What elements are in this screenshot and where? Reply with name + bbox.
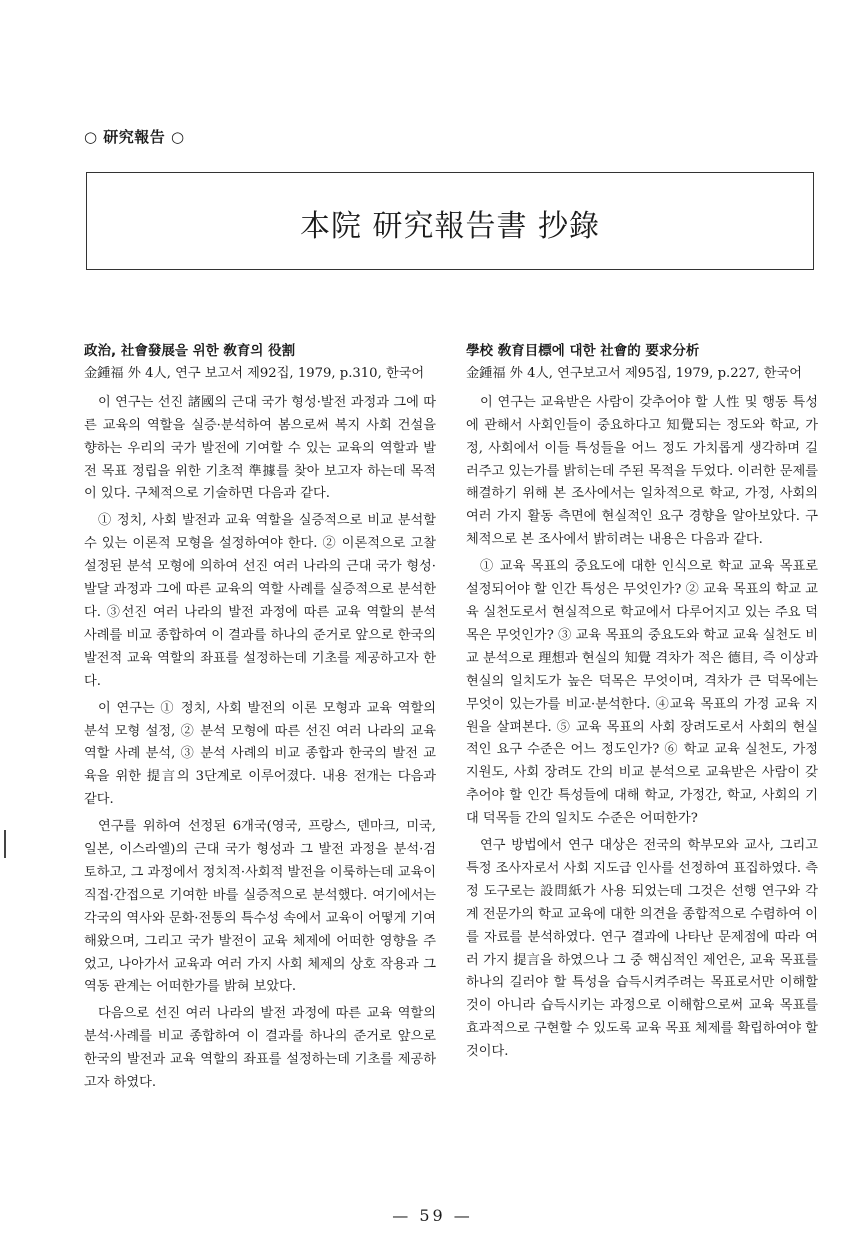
article-title: 政治, 社會發展을 위한 敎育의 役割 xyxy=(84,343,296,359)
article-title: 學校 敎育目標에 대한 社會的 要求分析 xyxy=(466,343,700,359)
margin-mark xyxy=(4,830,6,858)
article-meta: 金鍾福 外 4人, 연구 보고서 제92집, 1979, p.310, 한국어 xyxy=(84,365,425,381)
article-paragraph: 연구를 위하여 선정된 6개국(영국, 프랑스, 덴마크, 미국, 일본, 이스라엘)의 근대 국가 형성과 그 발전 과정을 분석·검토하고, 그 과정에서 정치적·사회적 발전을 이룩하는데 교육이 직접·간접으로 기여한 바를 실증적으로 분석했다. 여기에서는 각국의 역사와 문화·전통의 특수성 속에서 교육이 어떻게 기여해왔으며, 그리고 국가 발전이 교육 체제에 어떠한 영향을 주었고, 나아가서 교육과 여러 가지 사회 체제의 상호 작용과 그 역동 관계는 어떠한가를 밝혀 보았다. xyxy=(84,819,437,995)
article-right xyxy=(466,340,818,1068)
article-paragraph: ① 정치, 사회 발전과 교육 역할을 실증적으로 비교 분석할 수 있는 이론적 모형을 설정하여야 한다. ② 이론적으로 고찰 설정된 분석 모형에 의하여 선진 여러 나라의 근대 국가 형성·발달 과정과 그에 따른 교육의 역할 사례를 실증적으로 분석한다. ③선진 여러 나라의 발전 과정에 따른 교육 역할의 분석 사례를 비교 종합하여 이 결과를 하나의 준거로 앞으로 한국의 발전적 교육 역할의 좌표를 설정하는데 기초를 제공하고자 한다. xyxy=(84,513,437,689)
section-label: ○ 研究報告 ○ xyxy=(84,128,185,146)
page-number: — 59 — xyxy=(392,1206,473,1225)
article-paragraph: 연구 방법에서 연구 대상은 전국의 학부모와 교사, 그리고 특정 조사자로서 사회 지도급 인사를 선정하여 표집하였다. 측정 도구로는 設問紙가 사용 되었는데 그것은 선행 연구와 각계 전문가의 학교 교육에 대한 의견을 종합적으로 수렴하여 이를 자료를 분석하였다. 연구 결과에 나타난 문제점에 따라 여러 가지 提言을 하였으나 그 중 핵심적인 제언은, 교육 목표를 하나의 길러야 할 특성을 습득시켜주려는 목표로서만 이해할 것이 아니라 습득시키는 과정으로 이해함으로써 교육 목표를 효과적으로 구현할 수 있도록 교육 목표 체제를 확립하여야 할 것이다. xyxy=(466,838,819,1060)
article-paragraph: 이 연구는 ① 정치, 사회 발전의 이론 모형과 교육 역할의 분석 모형 설정, ② 분석 모형에 따른 선진 여러 나라의 교육 역할 사례 분석, ③ 분석 사례의 비교 종합과 한국의 발전 교육을 위한 提言의 3단계로 이루어졌다. 내용 전개는 다음과 같다. xyxy=(84,700,436,808)
article-paragraph: 이 연구는 교육받은 사람이 갖추어야 할 人性 및 행동 특성에 관해서 사회인들이 중요하다고 知覺되는 정도와 학교, 가정, 사회에서 이들 특성들을 어느 정도 가치롭게 생각하며 길러주고 있는가를 밝히는데 주된 목적을 두었다. 이러한 문제를 해결하기 위해 본 조사에서는 일차적으로 학교, 가정, 사회의 여러 가지 활동 측면에 현실적인 요구 경향을 알아보았다. 구체적으로 본 조사에서 밝히려는 내용은 다음과 같다. xyxy=(466,394,819,548)
title-box xyxy=(86,172,814,270)
article-paragraph: 다음으로 선진 여러 나라의 발전 과정에 따른 교육 역할의 분석·사례를 비교 종합하여 이 결과를 하나의 준거로 앞으로 한국의 발전과 교육 역할의 좌표를 설정하는데 기초를 제공하고자 하였다. xyxy=(84,1006,436,1091)
article-paragraph: ① 교육 목표의 중요도에 대한 인식으로 학교 교육 목표로 설정되어야 할 인간 특성은 무엇인가? ② 교육 목표의 학교 교육 실천도로서 현실적으로 학교에서 다루어지고 있는 주요 덕목은 무엇인가? ③ 교육 목표의 중요도와 학교 교육 실천도 비교 분석으로 理想과 현실의 知覺 격차가 적은 德目, 즉 이상과 현실의 일치도가 높은 덕목은 무엇이며, 격차가 큰 덕목에는 무엇이 있는가를 비교·분석한다. ④교육 목표의 가정 교육 지원을 살펴본다. ⑤ 교육 목표의 사회 장려도로서 사회의 현실적인 요구 수준은 어느 정도인가? ⑥ 학교 교육 실천도, 가정 지원도, 사회 장려도 간의 비교 분석으로 교육받은 사람이 갖추어야 할 인간 특성들에 대해 학교, 가정간, 학교, 사회의 기대 덕목들 간의 일치도 수준은 어떠한가? xyxy=(466,559,818,827)
article-left xyxy=(84,340,436,1099)
article-meta: 金鍾福 外 4人, 연구보고서 제95집, 1979, p.227, 한국어 xyxy=(466,365,802,381)
page-title: 本院 研究報告書 抄錄 xyxy=(299,209,601,244)
article-paragraph: 이 연구는 선진 諸國의 근대 국가 형성·발전 과정과 그에 따른 교육의 역할을 실증·분석하여 봄으로써 복지 사회 건설을 향하는 우리의 국가 발전에 기여할 수 있는 교육의 역할과 발전 목표 정립을 위한 기초적 準據를 찾아 보고자 하는데 목적이 있다. 구체적으로 기술하면 다음과 같다. xyxy=(84,394,436,502)
